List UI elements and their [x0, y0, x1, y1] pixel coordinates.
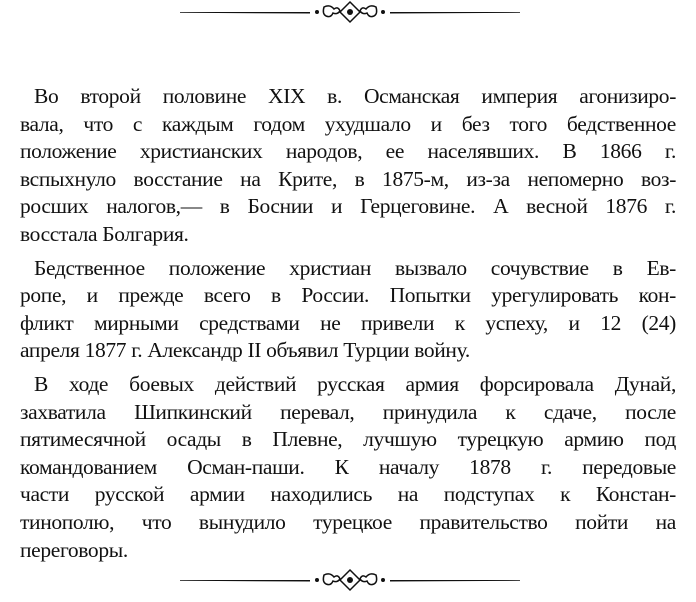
ornament-divider-top — [170, 0, 530, 24]
text-line: захватила Шипкинский перевал, принудила к сдаче, после — [20, 399, 676, 424]
paragraph — [20, 255, 676, 365]
text-line: вала, что с каждым годом ухудшало и без того бедственное — [20, 111, 676, 136]
text-line: апреля 1877 г. Александр II объявил Турции войну. — [20, 338, 470, 363]
text-line: командованием Осман-паши. К началу 1878 г. передовые — [20, 454, 676, 479]
text-line: Бедственное положение христиан вызвало сочувствие в Ев- — [34, 255, 676, 280]
paragraph — [20, 371, 676, 564]
ornament-divider-bottom — [170, 568, 530, 592]
text-line: пятимесячной осады в Плевне, лучшую турецкую армию под — [20, 427, 676, 452]
paragraph — [20, 83, 676, 249]
text-line: восстала Болгария. — [20, 221, 189, 246]
text-line: части русской армии находились на подступах к Констан- — [20, 482, 676, 507]
article-body — [20, 83, 676, 570]
text-line: Во второй половине XIX в. Османская империя агонизиро- — [34, 84, 676, 108]
text-line: фликт мирными средствами не привели к успеху, и 12 (24) — [20, 310, 676, 335]
text-line: В ходе боевых действий русская армия форсировала Дунай, — [34, 371, 676, 396]
text-line: росших налогов,— в Боснии и Герцеговине. А весной 1876 г. — [20, 194, 676, 219]
text-line: переговоры. — [20, 537, 128, 562]
text-line: вспыхнуло восстание на Крите, в 1875-м, из-за непомерно воз- — [20, 166, 676, 191]
text-line: ропе, и прежде всего в России. Попытки урегулировать кон- — [20, 283, 676, 308]
text-line: тинополю, что вынудило турецкое правительство пойти на — [20, 509, 676, 534]
text-line: положение христианских народов, ее населявших. В 1866 г. — [20, 139, 676, 164]
